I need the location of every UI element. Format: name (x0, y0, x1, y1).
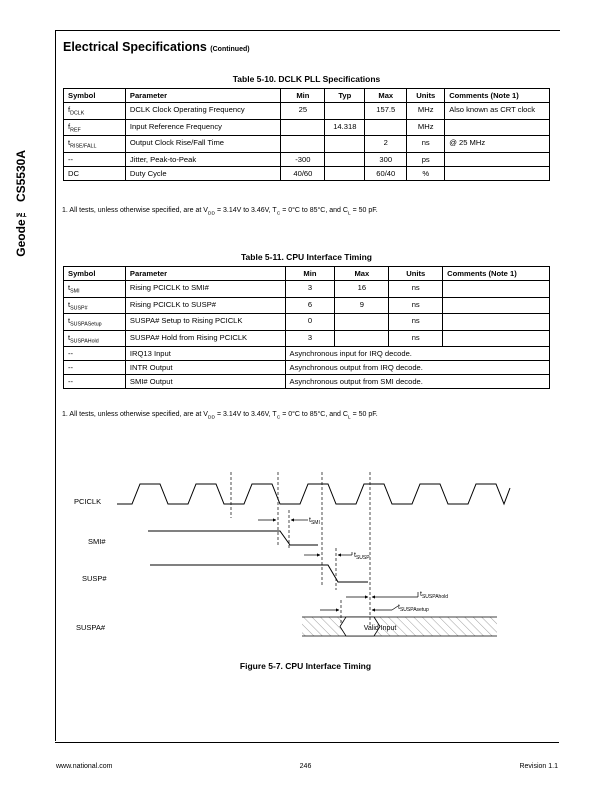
symbol-cell: -- (64, 361, 126, 375)
symbol-subscript: SMI (70, 288, 80, 295)
symbol-cell: -- (64, 347, 126, 361)
symbol-subscript: SUSPASetup (70, 321, 102, 328)
parameter-cell: Output Clock Rise/Fall Time (125, 136, 281, 153)
min-cell: 3 (285, 281, 335, 298)
units-cell: % (407, 166, 445, 180)
symbol-text: t (68, 283, 71, 292)
symbol-text: t (68, 332, 71, 342)
parameter-cell: Duty Cycle (125, 166, 281, 180)
timing-reference-lines (231, 472, 370, 625)
page-frame-bottom (55, 742, 559, 743)
t-smi-label: $t_{SMI}$ (309, 517, 320, 526)
column-header: Comments (Note 1) (445, 89, 550, 103)
column-header: Comments (Note 1) (443, 267, 550, 281)
max-cell: 9 (335, 297, 389, 314)
symbol-text: t (68, 316, 71, 326)
symbol-text: t (68, 299, 71, 309)
footer-page-number: 246 (299, 763, 312, 770)
min-cell: 3 (285, 330, 335, 347)
symbol-cell: -- (64, 375, 126, 389)
symbol-subscript: DCLK (70, 110, 85, 117)
parameter-cell: SMI# Output (125, 375, 285, 389)
suspa-waveform (302, 617, 497, 636)
t-suspasetup-label: $t_{SUSPAsetup}$ (398, 604, 429, 613)
section-title-text: Electrical Specifications (63, 40, 207, 54)
max-cell: 157.5 (365, 103, 407, 120)
t-suspahold-label: $t_{SUSPAhold}$ (420, 591, 448, 600)
max-cell: 16 (335, 281, 389, 298)
parameter-cell: SUSPA# Hold from Rising PCICLK (125, 330, 285, 347)
signal-label-susp: SUSP# (82, 574, 107, 583)
symbol-text: f (68, 105, 71, 114)
valid-input-label: Valid Input (363, 625, 397, 632)
parameter-cell: DCLK Clock Operating Frequency (125, 103, 281, 120)
signal-label-suspa: SUSPA# (76, 623, 106, 632)
table1-note: 1. All tests, unless otherwise specified, are at $V_{DD} = 3.14V$ to 3.46V, $T_C = 0^\circ C$ to 85°C, and $C_L = 50$ pF. (62, 207, 378, 217)
symbol-text: -- (68, 154, 74, 164)
units-cell: ns (389, 314, 443, 331)
min-cell: 6 (285, 297, 335, 314)
min-cell: 40/60 (281, 166, 325, 180)
description-cell: Asynchronous output from SMI decode. (285, 375, 550, 389)
table2-title: Table 5-11. CPU Interface Timing (240, 252, 372, 262)
column-header: Symbol (64, 267, 126, 281)
column-header: Max (335, 267, 389, 281)
column-header: Max (365, 89, 407, 103)
typ-cell: 14.318 (325, 119, 365, 136)
parameter-cell: Input Reference Frequency (125, 119, 281, 136)
smi-waveform (148, 531, 318, 545)
footer-revision: Revision 1.1 (519, 763, 558, 770)
symbol-text: t (68, 138, 71, 148)
units-cell: ps (407, 152, 445, 166)
units-cell: ns (389, 297, 443, 314)
signal-label-pciclk: PCICLK (74, 497, 102, 506)
description-cell: Asynchronous input for IRQ decode. (285, 347, 550, 361)
column-header: Min (281, 89, 325, 103)
min-cell: -300 (281, 152, 325, 166)
comment-cell: Also known as CRT clock (445, 103, 550, 120)
side-product-label: Geode™ CS5530A (14, 150, 28, 257)
table1-title: Table 5-10. DCLK PLL Specifications (232, 74, 381, 84)
symbol-subscript: REF (70, 127, 81, 134)
comment-cell: @ 25 MHz (445, 136, 550, 153)
units-cell: ns (389, 330, 443, 347)
min-cell: 0 (285, 314, 335, 331)
column-header: Typ (325, 89, 365, 103)
section-continued: (Continued) (210, 46, 250, 53)
table2-note: 1. All tests, unless otherwise specified, are at $V_{DD} = 3.14V$ to 3.46V, $T_C = 0^\circ C$ to 85°C, and $C_L = 50$ pF. (62, 411, 378, 421)
column-header: Units (407, 89, 445, 103)
symbol-text: DC (68, 168, 79, 178)
parameter-cell: IRQ13 Input (125, 347, 285, 361)
column-header: Min (285, 267, 335, 281)
pciclk-waveform (117, 484, 510, 504)
t-susp-label: $t_{SUSP}$ (354, 552, 370, 561)
footer-url: www.national.com (56, 763, 113, 770)
max-cell: 60/40 (365, 166, 407, 180)
susp-waveform (150, 565, 368, 582)
column-header: Parameter (125, 267, 285, 281)
column-header: Symbol (64, 89, 126, 103)
max-cell: 300 (365, 152, 407, 166)
parameter-cell: Jitter, Peak-to-Peak (125, 152, 281, 166)
units-cell: ns (407, 136, 445, 153)
parameter-cell: Rising PCICLK to SMI# (125, 281, 285, 298)
symbol-subscript: SUSPAHold (70, 338, 99, 345)
parameter-cell: Rising PCICLK to SUSP# (125, 297, 285, 314)
symbol-subscript: SUSP# (70, 305, 88, 312)
min-cell: 25 (281, 103, 325, 120)
units-cell: MHz (407, 119, 445, 136)
units-cell: ns (389, 281, 443, 298)
parameter-cell: SUSPA# Setup to Rising PCICLK (125, 314, 285, 331)
column-header: Parameter (125, 89, 281, 103)
units-cell: MHz (407, 103, 445, 120)
parameter-cell: INTR Output (125, 361, 285, 375)
signal-label-smi: SMI# (88, 537, 106, 546)
max-cell: 2 (365, 136, 407, 153)
symbol-text: f (68, 121, 71, 131)
figure-caption: Figure 5-7. CPU Interface Timing (239, 661, 372, 671)
description-cell: Asynchronous output from IRQ decode. (285, 361, 550, 375)
column-header: Units (389, 267, 443, 281)
symbol-subscript: RISE/FALL (70, 143, 97, 150)
